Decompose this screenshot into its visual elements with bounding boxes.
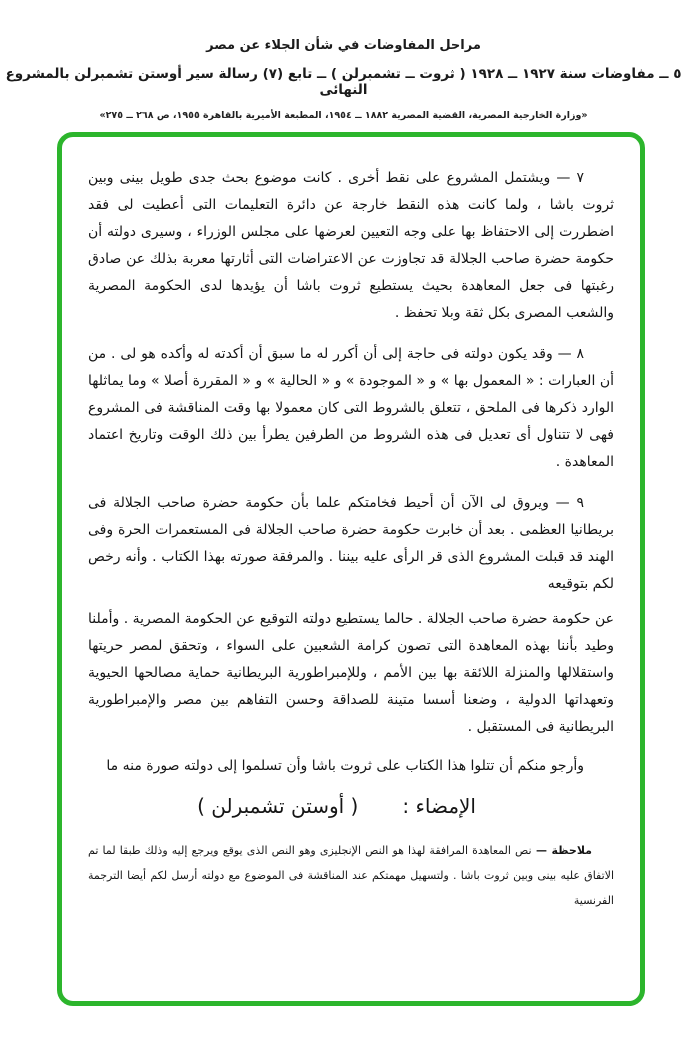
signature-line [88,790,614,822]
footnote [88,838,614,913]
letter-body [62,137,640,1001]
page-subtitle: ٥ ــ مفاوضات سنة ١٩٢٧ ــ ١٩٢٨ ( ثروت ــ تشمبرلن ) ــ تابع (٧) رسالة سير أوستن تشمبرلن بالمشروع النهائى [5,66,682,98]
signature-name: ( أوستن تشمبرلن ) [197,794,359,818]
letter-paragraph-9-continuation: عن حكومة حضرة صاحب الجلالة . حالما يستطيع دولته التوقيع عن الحكومة المصرية . وأملنا وطيد بأننا بهذه المعاهدة التى تصون كرامة الشعبين على السواء ، وتحقق لمصر حريتها واستقلالها والمنزلة اللائقة بها بين الأمم ، وللإمبراطورية البريطانية حماية مصالحها الحيوية وتعهداتها الدولية ، وضعنا أسسا متينة للصداقة وحسن التفاهم بين مصر والإمبراطورية البريطانية فى المستقبل . [88,611,614,735]
page-title: مراحل المفاوضات في شأن الجلاء عن مصر [206,38,481,53]
source-citation: «وزارة الخارجية المصرية، القضية المصرية ١٨٨٢ ــ ١٩٥٤، المطبعة الأميرية بالقاهرة ١٩٥٥، ص ٢٦٨ ــ ٢٧٥» [99,110,588,121]
letter-paragraph-9: ٩ — ويروق لى الآن أن أحيط فخامتكم علما بأن حكومة حضرة صاحب الجلالة فى بريطانيا العظمى . بعد أن خابرت حكومة حضرة صاحب الجلالة فى المستعمرات الحرة وفى الهند قد قبلت المشروع الذى قر الرأى عليه بيننا . والمرفقة صورته بهذا الكتاب . وأنه رخص لكم بتوقيعه [88,495,614,592]
letter-closing-line: وأرجو منكم أن تتلوا هذا الكتاب على ثروت باشا وأن تسلموا إلى دولته صورة منه ما [106,758,584,774]
footnote-label: ملاحظة — [531,844,592,857]
document-header [0,38,687,121]
document-frame [57,132,645,1006]
letter-paragraph-7: ٧ — ويشتمل المشروع على نقط أخرى . كانت موضوع بحث جدى طويل بينى وبين ثروت باشا ، ولما كانت هذه النقط خارجة عن دائرة التعليمات التى أعطيت لى فقد اضطررت إلى الاحتفاظ بها على وجه التعيين لعرضها على مجلس الوزراء ، وسيرى دولته أن حكومة حضرة صاحب الجلالة قد تجاوزت عن الاعتراضات التى أثارتها معربة بذلك عن صادق رغبتها فى جعل المعاهدة بحيث يستطيع ثروت باشا أن يؤيدها لدى الحكومة المصرية والشعب المصرى بكل ثقة وبلا تحفظ . [88,170,614,321]
footnote-text: نص المعاهدة المرافقة لهذا هو النص الإنجليزى وهو النص الذى يوقع ويرجع إليه وذلك طبقا لما تم الاتفاق عليه بينى وبين ثروت باشا . ولتسهيل مهمتكم عند المناقشة فى الموضوع مع دولته أرسل لكم أيضا الترجمة الفرنسية [88,844,614,907]
signature-label: الإمضاء : [402,794,476,818]
letter-paragraph-8: ٨ — وقد يكون دولته فى حاجة إلى أن أكرر له ما سبق أن أكدته له وأكده هو لى . من أن العبارات : « المعمول بها » و « الموجودة » و « الحالية » و « المقررة أصلا » وما يماثلها الوارد ذكرها فى الملحق ، تتعلق بالشروط التى كان معمولا بها وقت المناقشة فى المشروع فهى لا تتناول أى تعديل فى هذه الشروط من الطرفين يطرأ بين ذلك الوقت وتاريخ اعتماد المعاهدة . [88,346,614,470]
